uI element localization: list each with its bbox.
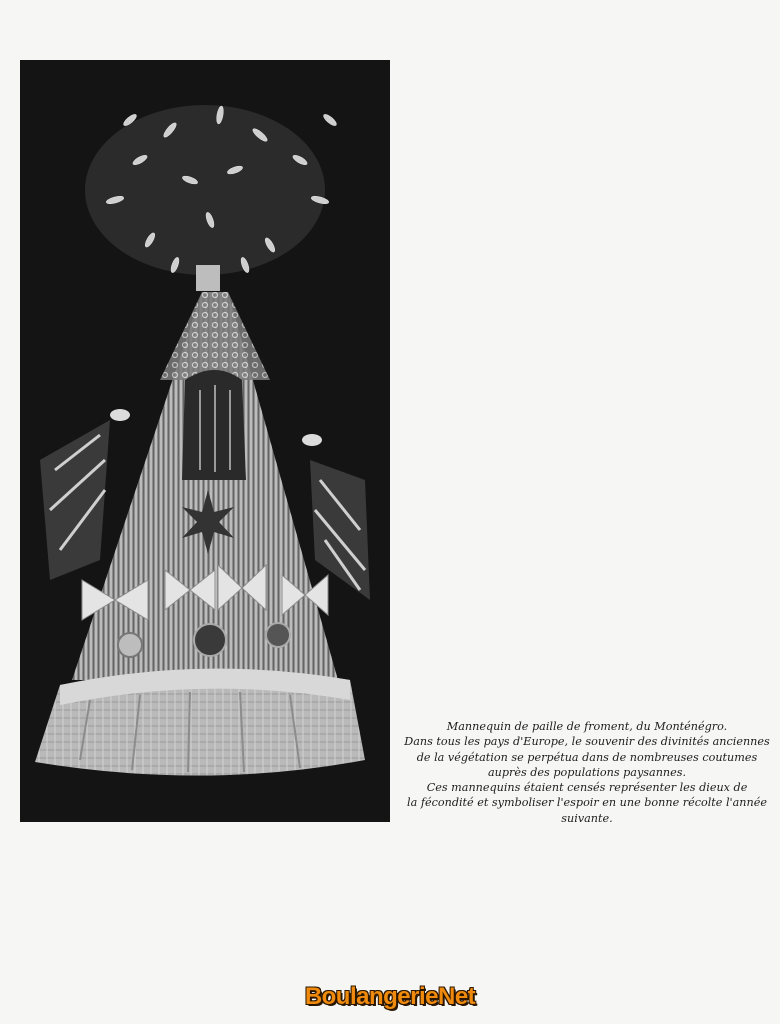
rosette <box>266 623 290 647</box>
caption-line: de la végétation se perpétua dans de nombreuses coutumes <box>416 750 758 764</box>
caption-line: suivante. <box>561 811 613 825</box>
caption-line: Mannequin de paille de froment, du Monténégro. <box>446 720 728 733</box>
photo-caption <box>402 719 772 826</box>
lace-collar <box>160 292 270 380</box>
boulangerienet-logo: BoulangerieNet <box>304 983 476 1010</box>
caption-line: Dans tous les pays d'Europe, le souvenir des divinités anciennes <box>404 735 770 749</box>
caption-line: auprès des populations paysannes. <box>487 765 687 779</box>
rosette <box>194 624 226 656</box>
caption-line: Ces mannequins étaient censés représenter les dieux de <box>426 781 748 795</box>
right-wheat-spray <box>302 434 370 600</box>
neck-binding <box>196 265 220 291</box>
rosette <box>118 633 142 657</box>
caption-line: la fécondité et symboliser l'espoir en une bonne récolte l'année <box>407 796 767 810</box>
wheat-bouquet <box>85 105 338 275</box>
photograph-straw-mannequin <box>20 60 390 822</box>
